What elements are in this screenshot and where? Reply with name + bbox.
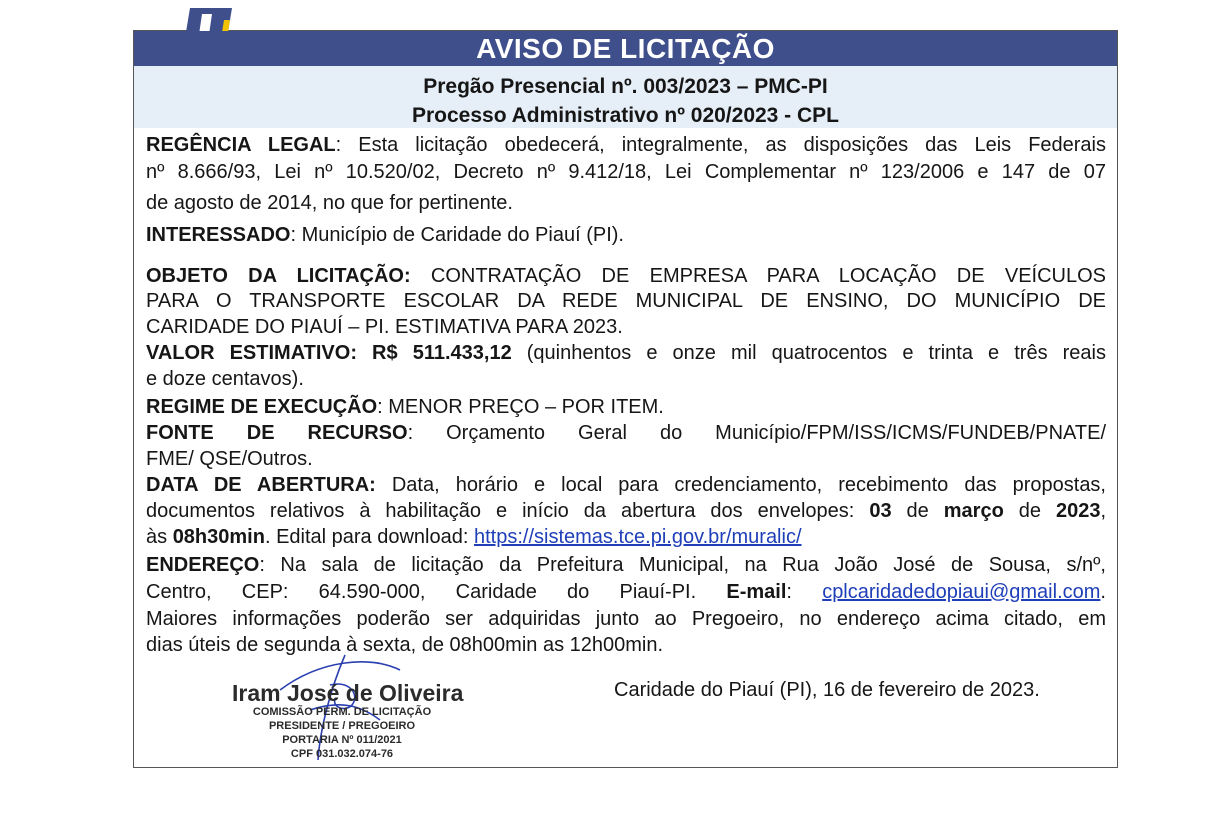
place-date: Caridade do Piauí (PI), 16 de fevereiro de 2023.	[614, 679, 1040, 701]
signer-portaria: PORTARIA Nº 011/2021	[282, 734, 402, 746]
objeto-line-2: PARA O TRANSPORTE ESCOLAR DA REDE MUNICIPAL DE ENSINO, DO MUNICÍPIO DE	[146, 290, 1106, 312]
endereco-line-4: dias úteis de segunda à sexta, de 08h00min as 12h00min.	[146, 634, 664, 656]
processo-subtitle: Processo Administrativo nº 020/2023 - CPL	[411, 104, 840, 127]
page-title: AVISO DE LICITAÇÃO	[476, 32, 775, 64]
abertura-line-3: às 08h30min. Edital para download: https://sistemas.tce.pi.gov.br/muralic/	[146, 526, 802, 548]
regencia-label: REGÊNCIA LEGAL	[146, 134, 336, 156]
abertura-line-2: documentos relativos à habilitação e início da abertura dos envelopes: 03 de março de 2023,	[146, 500, 1107, 522]
regime-line: REGIME DE EXECUÇÃO: MENOR PREÇO – POR ITEM.	[146, 396, 664, 418]
valor-line-1: VALOR ESTIMATIVO: R$ 511.433,12 (quinhentos e onze mil quatrocentos e trinta e três reais	[146, 342, 1106, 364]
valor-label: VALOR ESTIMATIVO: R$ 511.433,12	[146, 342, 512, 364]
objeto-label: OBJETO DA LICITAÇÃO:	[146, 265, 411, 287]
signer-role-commission: COMISSÃO PERM. DE LICITAÇÃO	[252, 706, 432, 718]
objeto-line-1: OBJETO DA LICITAÇÃO: CONTRATAÇÃO DE EMPRESA PARA LOCAÇÃO DE VEÍCULOS	[146, 265, 1106, 287]
title-banner	[134, 31, 1117, 66]
endereco-line-3: Maiores informações poderão ser adquiridas junto ao Pregoeiro, no endereço acima citado, em	[146, 608, 1106, 630]
fonte-line-2: FME/ QSE/Outros.	[146, 448, 313, 470]
signer-cpf: CPF 031.032.074-76	[290, 748, 394, 760]
abertura-label: DATA DE ABERTURA:	[146, 474, 376, 496]
abertura-line-1: DATA DE ABERTURA: Data, horário e local para credenciamento, recebimento das propostas,	[146, 474, 1106, 496]
regencia-line-3: de agosto de 2014, no que for pertinente.	[146, 192, 513, 214]
regencia-line-2: nº 8.666/93, Lei nº 10.520/02, Decreto nº 9.412/18, Lei Complementar nº 123/2006 e 147 de 07	[146, 161, 1106, 183]
regencia-line-1: REGÊNCIA LEGAL: Esta licitação obedecerá, integralmente, as disposições das Leis Federais	[146, 134, 1107, 156]
objeto-line-3: CARIDADE DO PIAUÍ – PI. ESTIMATIVA PARA 2023.	[146, 316, 623, 338]
pregao-subtitle: Pregão Presencial nº. 003/2023 – PMC-PI	[423, 75, 828, 98]
fonte-line-1: FONTE DE RECURSO: Orçamento Geral do Município/FPM/ISS/ICMS/FUNDEB/PNATE/	[146, 422, 1106, 444]
email-link[interactable]: cplcaridadedopiaui@gmail.com	[822, 581, 1101, 603]
endereco-line-1: ENDEREÇO: Na sala de licitação da Prefeitura Municipal, na Rua João José de Sousa, s/nº,	[146, 554, 1106, 576]
endereco-label: ENDEREÇO	[146, 554, 260, 576]
valor-line-2: e doze centavos).	[146, 368, 304, 390]
edital-download-link[interactable]: https://sistemas.tce.pi.gov.br/muralic/	[473, 526, 802, 548]
signer-name: Iram José de Oliveira	[232, 680, 464, 706]
endereco-line-2: Centro, CEP: 64.590-000, Caridade do Piauí-PI. E-mail: cplcaridadedopiaui@gmail.com.	[146, 581, 1106, 603]
signer-role-president: PRESIDENTE / PREGOEIRO	[268, 720, 416, 732]
interessado-label: INTERESSADO	[146, 224, 291, 246]
regime-label: REGIME DE EXECUÇÃO	[146, 396, 378, 418]
interessado-line: INTERESSADO: Município de Caridade do Piauí (PI).	[146, 224, 624, 246]
fonte-label: FONTE DE RECURSO	[146, 422, 408, 444]
